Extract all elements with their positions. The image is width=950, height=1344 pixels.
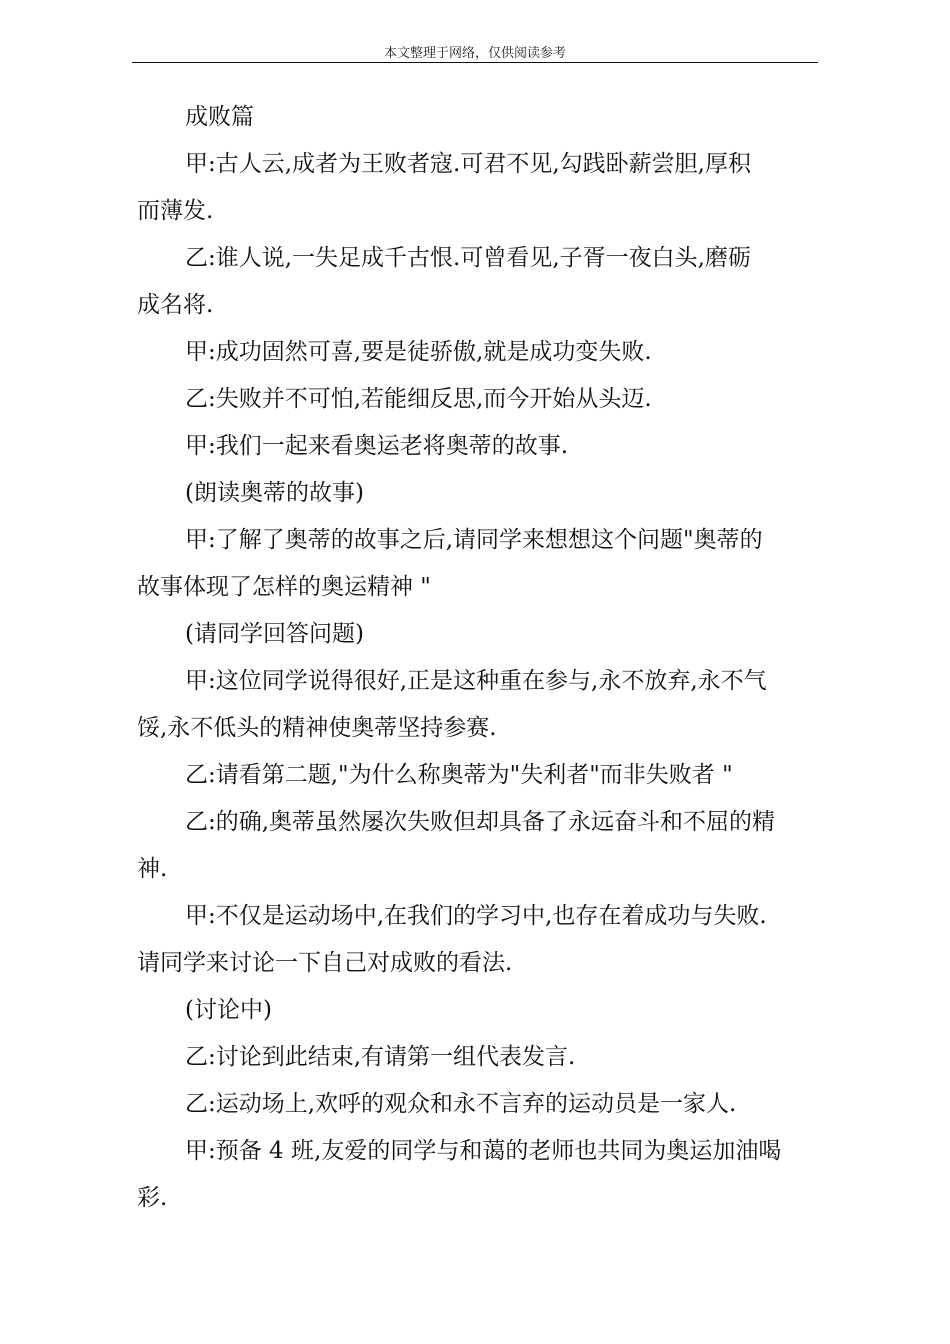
dialogue-paragraph xyxy=(137,376,817,423)
stage-direction xyxy=(137,987,817,1034)
text-line: 故事体现了怎样的奥运精神 " xyxy=(137,574,431,600)
text-line: (请同学回答问题) xyxy=(185,621,364,647)
text-line: 甲:不仅是运动场中,在我们的学习中,也存在着成功与失败. xyxy=(185,903,767,929)
text-line: 乙:失败并不可怕,若能细反思,而今开始从头迈. xyxy=(185,386,652,412)
dialogue-paragraph xyxy=(137,752,817,799)
text-line: 甲:古人云,成者为王败者寇.可君不见,勾践卧薪尝胆,厚积 xyxy=(185,151,751,177)
text-line: 甲:我们一起来看奥运老将奥蒂的故事. xyxy=(185,433,569,459)
dialogue-paragraph xyxy=(137,893,817,987)
text-line: 成名将. xyxy=(137,292,214,318)
text-line: 乙:的确,奥蒂虽然屡次失败但却具备了永远奋斗和不屈的精 xyxy=(185,809,776,835)
header-divider xyxy=(132,62,818,63)
dialogue-paragraph xyxy=(137,658,817,752)
dialogue-paragraph xyxy=(137,1128,817,1222)
text-line: 甲:了解了奥蒂的故事之后,请同学来想想这个问题"奥蒂的 xyxy=(185,527,763,553)
text-line: 甲:这位同学说得很好,正是这种重在参与,永不放弃,永不气 xyxy=(185,668,767,694)
text-line: 甲:成功固然可喜,要是徒骄傲,就是成功变失败. xyxy=(185,339,652,365)
dialogue-paragraph xyxy=(137,235,817,329)
dialogue-paragraph xyxy=(137,799,817,893)
dialogue-paragraph xyxy=(137,517,817,611)
stage-direction xyxy=(137,611,817,658)
text-line: 乙:运动场上,欢呼的观众和永不言弃的运动员是一家人. xyxy=(185,1091,737,1117)
dialogue-paragraph xyxy=(137,1081,817,1128)
text-line: 请同学来讨论一下自己对成败的看法. xyxy=(137,950,513,976)
text-line: (讨论中) xyxy=(185,997,272,1023)
text-line: 成败篇 xyxy=(185,104,254,130)
text-line: 而薄发. xyxy=(137,198,214,224)
dialogue-paragraph xyxy=(137,1034,817,1081)
text-line: 甲:预备 4 班,友爱的同学与和蔼的老师也共同为奥运加油喝 xyxy=(185,1138,782,1164)
text-line: 馁,永不低头的精神使奥蒂坚持参赛. xyxy=(137,715,497,741)
text-line: 乙:讨论到此结束,有请第一组代表发言. xyxy=(185,1044,576,1070)
stage-direction xyxy=(137,470,817,517)
text-line: (朗读奥蒂的故事) xyxy=(185,480,364,506)
section-title xyxy=(137,94,817,141)
dialogue-paragraph xyxy=(137,423,817,470)
text-line: 彩. xyxy=(137,1185,168,1211)
dialogue-paragraph xyxy=(137,141,817,235)
text-line: 神. xyxy=(137,856,168,882)
text-line: 乙:谁人说,一失足成千古恨.可曾看见,子胥一夜白头,磨砺 xyxy=(185,245,751,271)
dialogue-paragraph xyxy=(137,329,817,376)
document-body xyxy=(137,94,817,1222)
text-line: 乙:请看第二题,"为什么称奥蒂为"失利者"而非失败者 " xyxy=(185,762,733,788)
page-header: 本文整理于网络，仅供阅读参考 xyxy=(383,46,566,61)
